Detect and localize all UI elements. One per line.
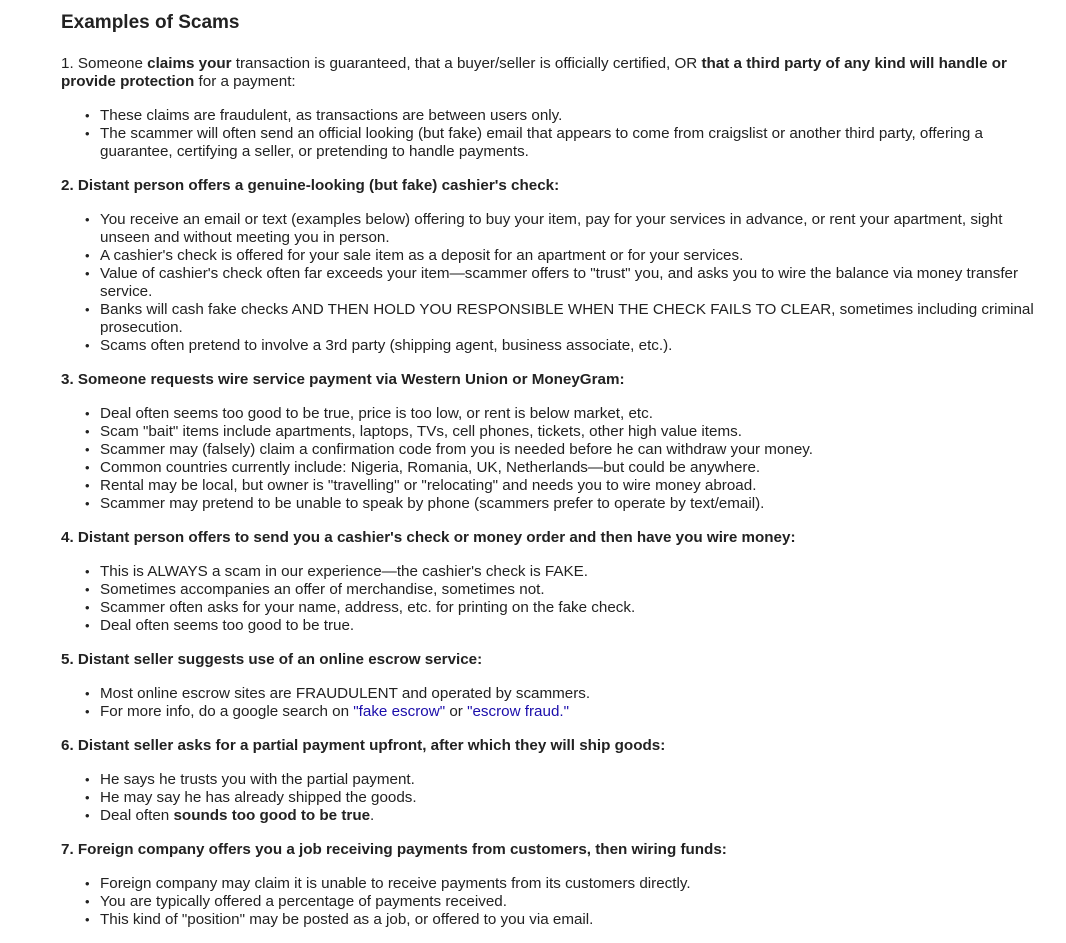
section-3-list [61,405,1046,513]
list-item-text: Deal often seems too good to be true, price is too low, or rent is below market, etc. [100,405,653,422]
section-5 [61,651,1046,721]
section-4-heading: 4. Distant person offers to send you a cashier's check or money order and then have you wire money: [61,529,796,546]
bullet-icon: • [85,302,90,317]
list-item [85,893,1046,911]
section-5-heading: 5. Distant seller suggests use of an online escrow service: [61,651,483,668]
list-item-text: or [445,703,468,720]
bullet-icon: • [85,894,90,909]
too-good-to-be-true-bold: sounds too good to be true [173,807,371,824]
list-item [85,107,1046,125]
section-7-list [61,875,1046,929]
list-item [85,875,1046,893]
bullet-icon: • [85,478,90,493]
list-item-text: Scammer may (falsely) claim a confirmation code from you is needed before he can withdraw your money. [100,441,813,458]
section-2-list [61,211,1046,355]
section-5-list [61,685,1046,721]
list-item-text: Deal often [100,807,174,824]
section-1-prefix: 1. Someone [61,55,148,72]
list-item [85,211,1046,247]
bullet-icon: • [85,912,90,927]
section-1-bold-claims: claims your [147,55,232,72]
list-item [85,771,1046,789]
escrow-fraud-link[interactable]: "escrow fraud." [467,703,570,720]
section-1-mid: transaction is guaranteed, that a buyer/seller is officially certified, OR [231,55,702,72]
list-item-text: Deal often seems too good to be true. [100,617,355,634]
section-6-list [61,771,1046,825]
section-1-suffix: for a payment: [194,73,296,90]
list-item [85,581,1046,599]
list-item-text: Value of cashier's check often far exceeds your item—scammer offers to "trust" you, and asks you to wire the balance via money transfer service. [100,265,1019,300]
list-item [85,265,1046,301]
list-item [85,703,1046,721]
section-1-list [61,107,1046,161]
bullet-icon: • [85,600,90,615]
bullet-icon: • [85,496,90,511]
bullet-icon: • [85,248,90,263]
bullet-icon: • [85,686,90,701]
list-item-text: Scammer often asks for your name, address, etc. for printing on the fake check. [100,599,636,616]
section-2-heading: 2. Distant person offers a genuine-looking (but fake) cashier's check: [61,177,560,194]
section-1 [61,55,1046,161]
section-1-bold-third-party: that a third party of any kind will handle or provide protection [61,55,1007,90]
list-item-text: These claims are fraudulent, as transactions are between users only. [100,107,563,124]
section-4-list [61,563,1046,635]
bullet-icon: • [85,108,90,123]
list-item [85,405,1046,423]
list-item-text: You are typically offered a percentage of payments received. [100,893,507,910]
bullet-icon: • [85,126,90,141]
list-item-text: Scammer may pretend to be unable to speak by phone (scammers prefer to operate by text/email). [100,495,765,512]
list-item [85,495,1046,513]
list-item [85,125,1046,161]
list-item-text: Sometimes accompanies an offer of merchandise, sometimes not. [100,581,545,598]
list-item-text: Most online escrow sites are FRAUDULENT and operated by scammers. [100,685,591,702]
section-1-heading [61,55,1046,91]
bullet-icon: • [85,424,90,439]
list-item-text: This kind of "position" may be posted as a job, or offered to you via email. [100,911,594,928]
section-2 [61,177,1046,355]
list-item-text: You receive an email or text (examples below) offering to buy your item, pay for your services in advance, or rent your apartment, sight unseen and without meeting you in person. [100,211,1003,246]
section-6-heading: 6. Distant seller asks for a partial payment upfront, after which they will ship goods: [61,737,666,754]
list-item-text: Common countries currently include: Nigeria, Romania, UK, Netherlands—but could be anywhere. [100,459,761,476]
bullet-icon: • [85,266,90,281]
list-item-text: Rental may be local, but owner is "travelling" or "relocating" and needs you to wire money abroad. [100,477,757,494]
list-item-text: Scam "bait" items include apartments, laptops, TVs, cell phones, tickets, other high value items. [100,423,742,440]
bullet-icon: • [85,808,90,823]
bullet-icon: • [85,790,90,805]
list-item-text: Foreign company may claim it is unable to receive payments from its customers directly. [100,875,691,892]
list-item [85,685,1046,703]
list-item [85,301,1046,337]
section-3-heading: 3. Someone requests wire service payment via Western Union or MoneyGram: [61,371,625,388]
section-7 [61,841,1046,929]
bullet-icon: • [85,704,90,719]
section-3 [61,371,1046,513]
section-4 [61,529,1046,635]
list-item-text: Scams often pretend to involve a 3rd party (shipping agent, business associate, etc.). [100,337,673,354]
list-item [85,337,1046,355]
bullet-icon: • [85,442,90,457]
list-item [85,789,1046,807]
list-item [85,563,1046,581]
bullet-icon: • [85,876,90,891]
list-item [85,617,1046,635]
list-item [85,477,1046,495]
list-item [85,807,1046,825]
section-7-heading: 7. Foreign company offers you a job receiving payments from customers, then wiring funds: [61,841,727,858]
list-item-text: . [370,807,375,824]
bullet-icon: • [85,564,90,579]
section-6 [61,737,1046,825]
list-item [85,459,1046,477]
bullet-icon: • [85,582,90,597]
list-item [85,911,1046,929]
bullet-icon: • [85,406,90,421]
bullet-icon: • [85,772,90,787]
list-item [85,247,1046,265]
list-item-text: Banks will cash fake checks AND THEN HOLD YOU RESPONSIBLE WHEN THE CHECK FAILS TO CLEAR, sometimes including criminal prosecution. [100,301,1034,336]
list-item [85,599,1046,617]
bullet-icon: • [85,460,90,475]
list-item-text: For more info, do a google search on [100,703,354,720]
bullet-icon: • [85,212,90,227]
list-item-text: He says he trusts you with the partial payment. [100,771,415,788]
list-item-text: The scammer will often send an official looking (but fake) email that appears to come from craigslist or another third party, offering a guarantee, certifying a seller, or pretending to handle payments. [100,125,983,160]
list-item [85,423,1046,441]
list-item-text: A cashier's check is offered for your sale item as a deposit for an apartment or for your services. [100,247,744,264]
list-item [85,441,1046,459]
bullet-icon: • [85,618,90,633]
bullet-icon: • [85,338,90,353]
page-title: Examples of Scams [61,12,240,33]
list-item-text: He may say he has already shipped the goods. [100,789,417,806]
fake-escrow-link[interactable]: "fake escrow" [353,703,446,720]
list-item-text: This is ALWAYS a scam in our experience—the cashier's check is FAKE. [100,563,588,580]
